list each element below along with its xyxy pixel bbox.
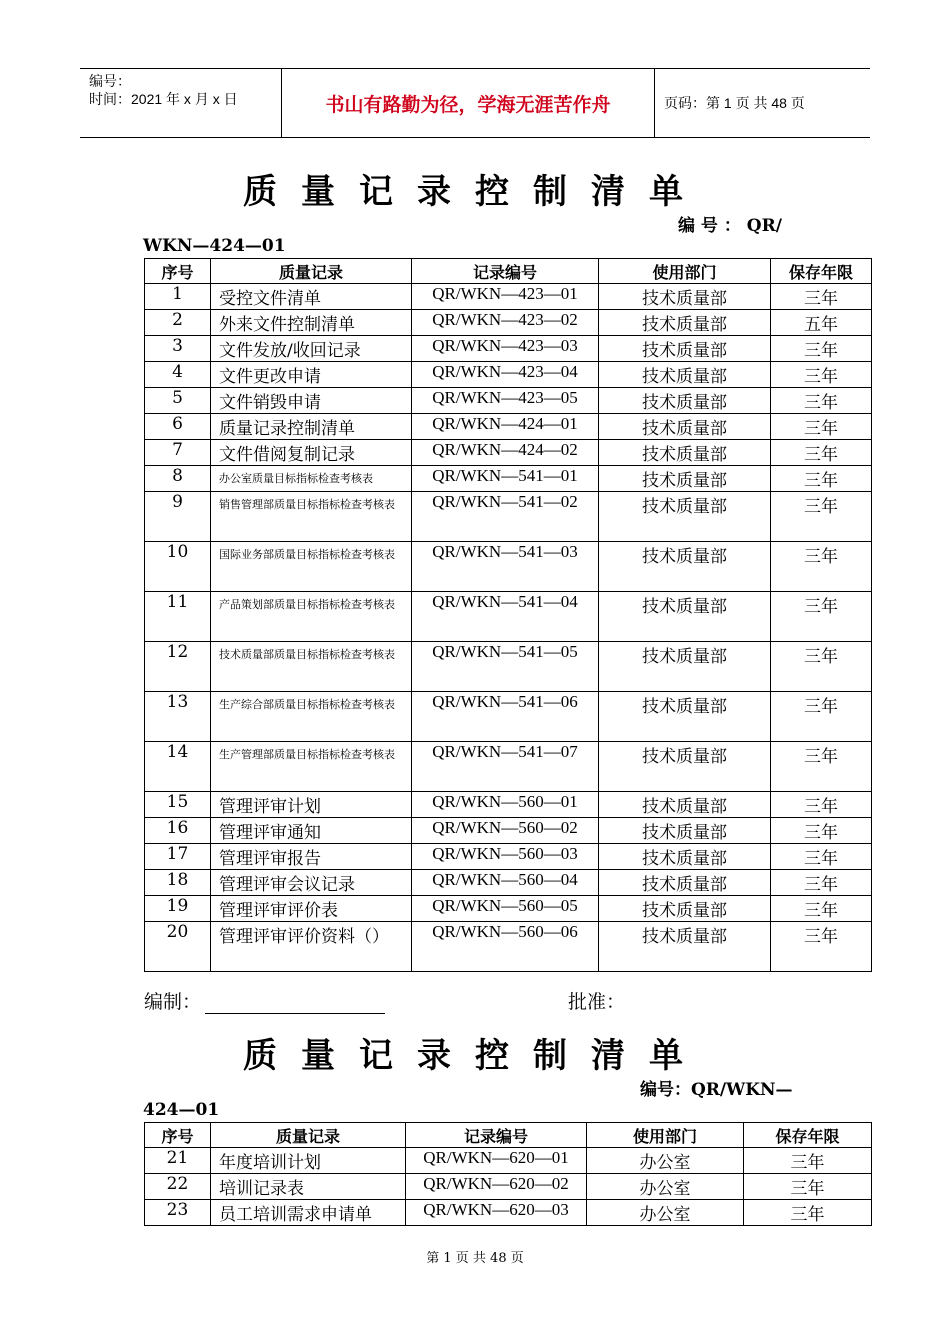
cell-dept: 技术质量部 — [599, 922, 771, 972]
cell-record-name: 年度培训计划 — [211, 1148, 406, 1174]
table-row — [145, 466, 872, 492]
cell-no: 11 — [145, 592, 211, 642]
section2-code-left: 424—01 — [143, 1100, 220, 1120]
cell-record-code: QR/WKN—424—01 — [412, 414, 599, 440]
cell-record-code: QR/WKN—424—02 — [412, 440, 599, 466]
col-header-code: 记录编号 — [406, 1123, 587, 1148]
cell-years: 三年 — [771, 284, 872, 310]
cell-record-name: 外来文件控制清单 — [211, 310, 412, 336]
prepared-label: 编制： — [144, 991, 202, 1013]
cell-record-code: QR/WKN—620—01 — [406, 1148, 587, 1174]
cell-record-code: QR/WKN—541—06 — [412, 692, 599, 742]
section2-title: 质量记录控制清单 — [243, 1036, 707, 1076]
section1-code-right: 编 号 ： QR/ — [678, 216, 782, 236]
cell-dept: 技术质量部 — [599, 466, 771, 492]
col-header-dept: 使用部门 — [599, 259, 771, 284]
cell-years: 三年 — [771, 492, 872, 542]
records-table-2 — [144, 1122, 872, 1226]
cell-no: 3 — [145, 336, 211, 362]
table-row — [145, 642, 872, 692]
cell-dept: 技术质量部 — [599, 336, 771, 362]
cell-no: 12 — [145, 642, 211, 692]
table-row — [145, 792, 872, 818]
cell-record-name: 产品策划部质量目标指标检查考核表 — [211, 592, 412, 642]
table-row — [145, 1148, 872, 1174]
table-header-row — [145, 1123, 872, 1148]
table-row — [145, 492, 872, 542]
cell-record-name: 技术质量部质量目标指标检查考核表 — [211, 642, 412, 692]
cell-years: 三年 — [771, 542, 872, 592]
cell-years: 三年 — [744, 1200, 872, 1226]
cell-years: 三年 — [771, 896, 872, 922]
cell-record-code: QR/WKN—541—05 — [412, 642, 599, 692]
cell-record-name: 质量记录控制清单 — [211, 414, 412, 440]
cell-dept: 技术质量部 — [599, 284, 771, 310]
cell-record-name: 文件销毁申请 — [211, 388, 412, 414]
cell-dept: 技术质量部 — [599, 310, 771, 336]
cell-record-code: QR/WKN—560—02 — [412, 818, 599, 844]
cell-record-code: QR/WKN—541—07 — [412, 742, 599, 792]
table-row — [145, 592, 872, 642]
cell-dept: 技术质量部 — [599, 642, 771, 692]
cell-years: 三年 — [771, 642, 872, 692]
col-header-record: 质量记录 — [211, 259, 412, 284]
cell-record-code: QR/WKN—541—02 — [412, 492, 599, 542]
cell-no: 17 — [145, 844, 211, 870]
table-row — [145, 922, 872, 972]
cell-record-name: 受控文件清单 — [211, 284, 412, 310]
header-number-label: 编号： — [89, 73, 131, 89]
cell-record-name: 管理评审通知 — [211, 818, 412, 844]
cell-no: 6 — [145, 414, 211, 440]
cell-years: 三年 — [771, 742, 872, 792]
table-row — [145, 362, 872, 388]
cell-dept: 办公室 — [587, 1200, 744, 1226]
table-row — [145, 414, 872, 440]
header-time-label: 时间：2021 年 x 月 x 日 — [89, 91, 238, 107]
cell-record-code: QR/WKN—541—03 — [412, 542, 599, 592]
cell-years: 三年 — [744, 1174, 872, 1200]
cell-dept: 办公室 — [587, 1174, 744, 1200]
cell-record-code: QR/WKN—423—04 — [412, 362, 599, 388]
approved-label: 批准： — [568, 991, 626, 1013]
cell-record-name: 培训记录表 — [211, 1174, 406, 1200]
cell-no: 21 — [145, 1148, 211, 1174]
table-row — [145, 336, 872, 362]
cell-record-name: 生产管理部质量目标指标检查考核表 — [211, 742, 412, 792]
cell-dept: 技术质量部 — [599, 440, 771, 466]
cell-no: 5 — [145, 388, 211, 414]
table-row — [145, 542, 872, 592]
cell-record-name: 国际业务部质量目标指标检查考核表 — [211, 542, 412, 592]
cell-record-name: 办公室质量目标指标检查考核表 — [211, 466, 412, 492]
cell-no: 9 — [145, 492, 211, 542]
cell-record-code: QR/WKN—620—03 — [406, 1200, 587, 1226]
cell-record-name: 管理评审会议记录 — [211, 870, 412, 896]
cell-no: 4 — [145, 362, 211, 388]
cell-record-code: QR/WKN—560—04 — [412, 870, 599, 896]
cell-no: 20 — [145, 922, 211, 972]
cell-years: 三年 — [771, 818, 872, 844]
cell-dept: 技术质量部 — [599, 542, 771, 592]
cell-record-code: QR/WKN—560—06 — [412, 922, 599, 972]
cell-record-code: QR/WKN—560—05 — [412, 896, 599, 922]
prepared-signature-line[interactable] — [205, 995, 385, 1014]
cell-years: 三年 — [771, 336, 872, 362]
cell-record-name: 销售管理部质量目标指标检查考核表 — [211, 492, 412, 542]
cell-years: 三年 — [771, 692, 872, 742]
table-row — [145, 870, 872, 896]
cell-years: 三年 — [771, 870, 872, 896]
header-page-info: 页码：第 1 页 共 48 页 — [664, 95, 805, 111]
col-header-dept: 使用部门 — [587, 1123, 744, 1148]
col-header-no: 序号 — [145, 259, 211, 284]
cell-years: 三年 — [771, 922, 872, 972]
cell-record-name: 文件更改申请 — [211, 362, 412, 388]
cell-record-name: 文件借阅复制记录 — [211, 440, 412, 466]
cell-record-name: 管理评审计划 — [211, 792, 412, 818]
cell-record-code: QR/WKN—423—01 — [412, 284, 599, 310]
cell-years: 三年 — [771, 592, 872, 642]
cell-dept: 技术质量部 — [599, 388, 771, 414]
cell-years: 五年 — [771, 310, 872, 336]
cell-no: 18 — [145, 870, 211, 896]
header-motto: 书山有路勤为径，学海无涯苦作舟 — [282, 69, 655, 137]
cell-record-code: QR/WKN—560—01 — [412, 792, 599, 818]
section1-title: 质量记录控制清单 — [243, 172, 707, 212]
cell-years: 三年 — [771, 792, 872, 818]
col-header-no: 序号 — [145, 1123, 211, 1148]
cell-dept: 技术质量部 — [599, 870, 771, 896]
cell-record-code: QR/WKN—423—02 — [412, 310, 599, 336]
table-row — [145, 742, 872, 792]
cell-dept: 技术质量部 — [599, 742, 771, 792]
table-row — [145, 692, 872, 742]
col-header-record: 质量记录 — [211, 1123, 406, 1148]
table-row — [145, 388, 872, 414]
cell-record-name: 生产综合部质量目标指标检查考核表 — [211, 692, 412, 742]
table-row — [145, 818, 872, 844]
cell-dept: 技术质量部 — [599, 844, 771, 870]
col-header-code: 记录编号 — [412, 259, 599, 284]
cell-no: 7 — [145, 440, 211, 466]
table-row — [145, 1174, 872, 1200]
cell-no: 2 — [145, 310, 211, 336]
cell-no: 23 — [145, 1200, 211, 1226]
cell-no: 10 — [145, 542, 211, 592]
cell-no: 8 — [145, 466, 211, 492]
table-row — [145, 1200, 872, 1226]
cell-dept: 技术质量部 — [599, 362, 771, 388]
cell-years: 三年 — [771, 844, 872, 870]
cell-record-name: 文件发放/收回记录 — [211, 336, 412, 362]
cell-dept: 技术质量部 — [599, 592, 771, 642]
cell-dept: 技术质量部 — [599, 792, 771, 818]
table-row — [145, 284, 872, 310]
cell-no: 1 — [145, 284, 211, 310]
cell-years: 三年 — [771, 440, 872, 466]
cell-dept: 办公室 — [587, 1148, 744, 1174]
records-table-1 — [144, 258, 872, 972]
cell-no: 14 — [145, 742, 211, 792]
cell-record-code: QR/WKN—620—02 — [406, 1174, 587, 1200]
cell-dept: 技术质量部 — [599, 414, 771, 440]
table-row — [145, 844, 872, 870]
cell-no: 16 — [145, 818, 211, 844]
cell-record-name: 管理评审报告 — [211, 844, 412, 870]
cell-no: 15 — [145, 792, 211, 818]
cell-record-code: QR/WKN—560—03 — [412, 844, 599, 870]
header-meta — [80, 69, 282, 137]
cell-dept: 技术质量部 — [599, 492, 771, 542]
page-footer: 第 1 页 共 48 页 — [426, 1251, 524, 1266]
section2-code-right: 编号：QR/WKN— — [640, 1080, 793, 1100]
cell-record-code: QR/WKN—423—05 — [412, 388, 599, 414]
cell-years: 三年 — [771, 362, 872, 388]
prepared-by — [144, 987, 385, 1014]
cell-record-name: 员工培训需求申请单 — [211, 1200, 406, 1226]
table-row — [145, 310, 872, 336]
cell-record-code: QR/WKN—423—03 — [412, 336, 599, 362]
cell-dept: 技术质量部 — [599, 692, 771, 742]
table-header-row — [145, 259, 872, 284]
cell-no: 19 — [145, 896, 211, 922]
col-header-years: 保存年限 — [771, 259, 872, 284]
table-row — [145, 896, 872, 922]
cell-years: 三年 — [771, 466, 872, 492]
cell-dept: 技术质量部 — [599, 818, 771, 844]
cell-record-name: 管理评审评价表 — [211, 896, 412, 922]
cell-no: 13 — [145, 692, 211, 742]
page-header — [80, 68, 870, 138]
cell-no: 22 — [145, 1174, 211, 1200]
cell-years: 三年 — [771, 414, 872, 440]
cell-record-name: 管理评审评价资料（） — [211, 922, 412, 972]
cell-dept: 技术质量部 — [599, 896, 771, 922]
table-row — [145, 440, 872, 466]
section1-code-left: WKN—424—01 — [143, 236, 286, 256]
cell-record-code: QR/WKN—541—04 — [412, 592, 599, 642]
cell-record-code: QR/WKN—541—01 — [412, 466, 599, 492]
col-header-years: 保存年限 — [744, 1123, 872, 1148]
cell-years: 三年 — [771, 388, 872, 414]
cell-years: 三年 — [744, 1148, 872, 1174]
